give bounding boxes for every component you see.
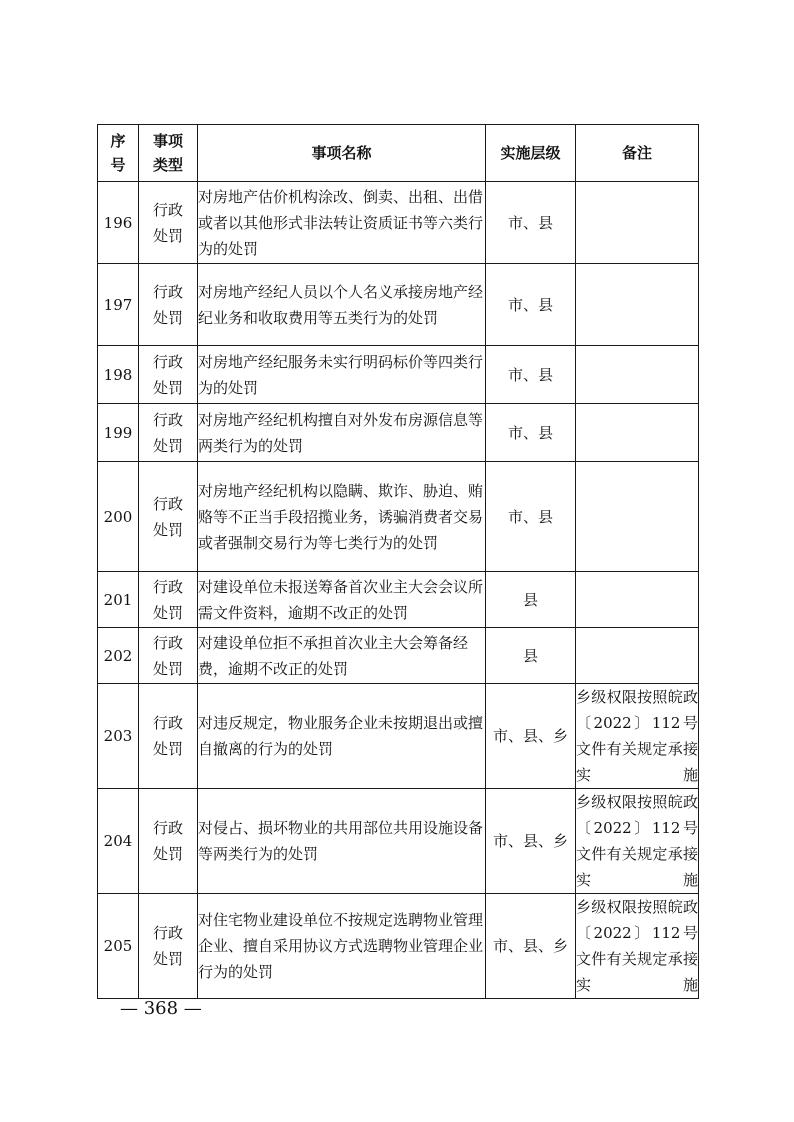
row-number: 198 (98, 346, 139, 404)
row-name: 对房地产经纪服务未实行明码标价等四类行为的处罚 (198, 346, 486, 404)
row-level: 市、县 (486, 462, 576, 572)
row-level: 县 (486, 572, 576, 628)
row-number: 203 (98, 684, 139, 789)
table-row (98, 789, 699, 894)
header-type: 事项类型 (139, 125, 198, 182)
table-row (98, 264, 699, 346)
row-type: 行政处罚 (139, 628, 198, 684)
row-number: 196 (98, 182, 139, 264)
row-name: 对房地产经纪人员以个人名义承接房地产经纪业务和收取费用等五类行为的处罚 (198, 264, 486, 346)
row-name: 对房地产估价机构涂改、倒卖、出租、出借或者以其他形式非法转让资质证书等六类行为的处罚 (198, 182, 486, 264)
row-type: 行政处罚 (139, 182, 198, 264)
row-note: 乡级权限按照皖政〔2022〕112号文件有关规定承接实施 (576, 684, 699, 789)
row-name: 对违反规定，物业服务企业未按期退出或擅自撤离的行为的处罚 (198, 684, 486, 789)
row-type: 行政处罚 (139, 894, 198, 999)
row-name: 对建设单位拒不承担首次业主大会筹备经费，逾期不改正的处罚 (198, 628, 486, 684)
table-row (98, 404, 699, 462)
row-note (576, 572, 699, 628)
row-number: 201 (98, 572, 139, 628)
row-note: 乡级权限按照皖政〔2022〕112号文件有关规定承接实施 (576, 894, 699, 999)
table-row (98, 182, 699, 264)
table-row (98, 346, 699, 404)
page-number: — 368 — (120, 998, 202, 1019)
row-type: 行政处罚 (139, 572, 198, 628)
row-type: 行政处罚 (139, 346, 198, 404)
table-row (98, 572, 699, 628)
row-note (576, 628, 699, 684)
row-type: 行政处罚 (139, 404, 198, 462)
row-name: 对侵占、损坏物业的共用部位共用设施设备等两类行为的处罚 (198, 789, 486, 894)
header-name: 事项名称 (198, 125, 486, 182)
row-level: 市、县 (486, 264, 576, 346)
items-table (97, 124, 699, 999)
row-name: 对住宅物业建设单位不按规定选聘物业管理企业、擅自采用协议方式选聘物业管理企业行为的处罚 (198, 894, 486, 999)
row-number: 202 (98, 628, 139, 684)
table-row (98, 684, 699, 789)
row-name: 对房地产经纪机构以隐瞒、欺诈、胁迫、贿赂等不正当手段招揽业务，诱骗消费者交易或者强制交易行为等七类行为的处罚 (198, 462, 486, 572)
table-row (98, 894, 699, 999)
row-level: 市、县 (486, 182, 576, 264)
row-level: 市、县 (486, 346, 576, 404)
table-row (98, 628, 699, 684)
row-note (576, 264, 699, 346)
row-number: 204 (98, 789, 139, 894)
row-note (576, 182, 699, 264)
row-type: 行政处罚 (139, 264, 198, 346)
row-note (576, 346, 699, 404)
row-type: 行政处罚 (139, 462, 198, 572)
row-name: 对建设单位未报送筹备首次业主大会会议所需文件资料，逾期不改正的处罚 (198, 572, 486, 628)
row-level: 市、县、乡 (486, 894, 576, 999)
row-note (576, 462, 699, 572)
row-note: 乡级权限按照皖政〔2022〕112号文件有关规定承接实施 (576, 789, 699, 894)
row-level: 市、县、乡 (486, 789, 576, 894)
header-level: 实施层级 (486, 125, 576, 182)
header-num: 序号 (98, 125, 139, 182)
row-level: 县 (486, 628, 576, 684)
table-row (98, 462, 699, 572)
table-header-row (98, 125, 699, 182)
row-type: 行政处罚 (139, 789, 198, 894)
row-number: 205 (98, 894, 139, 999)
row-note (576, 404, 699, 462)
row-name: 对房地产经纪机构擅自对外发布房源信息等两类行为的处罚 (198, 404, 486, 462)
row-number: 200 (98, 462, 139, 572)
row-number: 199 (98, 404, 139, 462)
header-note: 备注 (576, 125, 699, 182)
row-level: 市、县、乡 (486, 684, 576, 789)
row-level: 市、县 (486, 404, 576, 462)
row-number: 197 (98, 264, 139, 346)
row-type: 行政处罚 (139, 684, 198, 789)
